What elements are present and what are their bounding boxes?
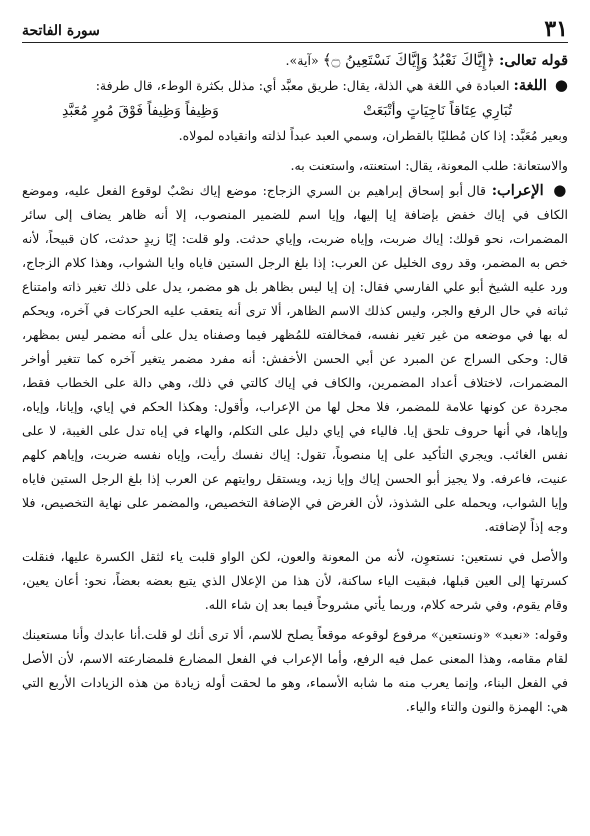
page-header xyxy=(22,12,568,43)
nastain-paragraph: والأصل في نستعين: نستعوِن، لأنه من المعونة والعون، لكن الواو قلبت ياء لثقل الكسرة عليها، فنقلت كسرتها إلى العين قبلها، فبقيت الياء ساكنة، لأن هذا من الإعلال الذي يتبع بعضه بعضاً، نحو: أعان يعين، وقام يقوم، وفي شرحه كلام، وربما يأتي مشروحاً فيما بعد إن شاء الله. xyxy=(22,549,568,612)
poem-verse xyxy=(22,98,568,124)
lugha-label: اللغة: xyxy=(513,77,547,94)
page-number: ٣١ xyxy=(544,16,568,42)
lugha-paragraph xyxy=(22,73,568,98)
quran-verse: ﴿إِيَّاكَ نَعْبُدُ وَإِيَّاكَ نَسْتَعِينُ ۝﴾ xyxy=(322,51,496,69)
poem-hemistich-right: تُبَارِي عِتَاقاً نَاجِيَاتٍ وأتْبَعَتْ xyxy=(362,103,512,119)
muabbad-paragraph: وبعير مُعَبَّد: إذا كان مُطليًا بالقطران، وسمي العبد عبداً لذلته وانقياده لمولاه. xyxy=(178,128,568,143)
verse-heading-label: قوله تعالى: xyxy=(499,52,568,69)
final-paragraph: وقوله: «نعبد» «ونستعين» مرفوع لوقوعه موقعاً يصلح للاسم، ألا ترى أنك لو قلت.أنا عابدك وأنا مستعينك لقام مقامه، وهذا المعنى عمل فيه الرفع، وأما الإعراب في الفعل المضارع فلمضارعته الاسم، لأن الأصل في الفعل البناء، وإنما يعرب منه ما شابه الأسماء، وهو ما لحقت أوله زيادة من هذه الزيادات الأربع التي هي: الهمزة والنون والتاء والياء. xyxy=(22,627,568,714)
verse-heading xyxy=(22,48,568,73)
bullet-icon: ● xyxy=(553,181,568,199)
surah-title: سورة الفاتحة xyxy=(22,23,100,39)
irab-label: الإعراب: xyxy=(491,182,544,199)
verse-suffix: «آية». xyxy=(285,53,323,68)
irab-paragraph xyxy=(22,178,568,539)
bullet-icon: ● xyxy=(554,76,568,94)
istiana-paragraph: والاستعانة: طلب المعونة، يقال: استعنته، واستعنت به. xyxy=(290,158,568,173)
page-body xyxy=(22,48,568,830)
lugha-text: العبادة في اللغة هي الذلة، يقال: طريق معبَّد أي: مذلل بكثرة الوطء، قال طرفة: xyxy=(95,78,510,93)
poem-hemistich-left: وَظِيفاً وَظِيفاً فَوْقَ مُورٍ مُعَبَّدِ xyxy=(62,103,219,119)
irab-text: قال أبو إسحاق إبراهيم بن السري الزجاج: موضع إياك نصْبٌ لوقوع الفعل عليه، وموضع الكاف في إياك خفض بإضافة إيا إليها، وإيا اسم للضمير المنصوب، إلا أنه ظاهر يضاف إلى سائر المضمرات، نحو قولك: إياك ضربت، وإياه ضربت، وإياي حدثت. ولو قلت: إيًا زيدٍ حدثت، كان قبيحاً، لأنه خص به المضمر، وقد روى الخليل عن العرب: إذا بلغ الرجل الستين فاياه وايا الشواب، وهذا كلام الزجاج، ورد عليه الشيخ أبو علي الفارسي فقال: إن إيا ليس بظاهر بل هو مضمر، يدل على ذلك تغير ذاته وامتناع ثباته في حال الرفع والجر، وليس كذلك الاسم الظاهر، ألا ترى أنه يتعقب عليه الحركات في آخره، ويحكم له بها في موضعه من غير تغير نفسه، فمخالفته للمُظهر فيما وصفناه يدل على أنه مضمر ليس بمظهر، قال: وحكى السراج عن المبرد عن أبي الحسن الأخفش: أنه مفرد مضمر يتغير آخره كما تتغير أواخر المضمرات، لاختلاف أعداد المضمرين، والكاف في إياك كالتي في ذلك، وهي دالة على الخطاب فقط، مجردة عن كونها علامة للمضمر، فلا محل لها من الإعراب، وأقول: وهكذا الحكم في إياي، وإيانا، وإياه، وإياها، في أنها حروف تلحق إيا. فالياء في إياي دليل على التكلم، والهاء في إياه تدل على الغيبة، لا على نفس الغائب. ويجري التأكيد على إيا منصوباً، تقول: إياك نفسك رأيت، وإياه نفسه ضربت، وإياهم كلهم عنيت، فاعرفه. ولا يجيز أبو الحسن إياك وإيا زيد، ويستقل روايتهم عن العرب إذا بلغ الرجل الستين فاياه وإيا الشواب، ويحمله على الشذوذ، لأن الغرض في الإضافة التخصيص، والمضمر على نهاية التخصيص، فلا وجه إذاً لإضافته. xyxy=(22,183,568,534)
